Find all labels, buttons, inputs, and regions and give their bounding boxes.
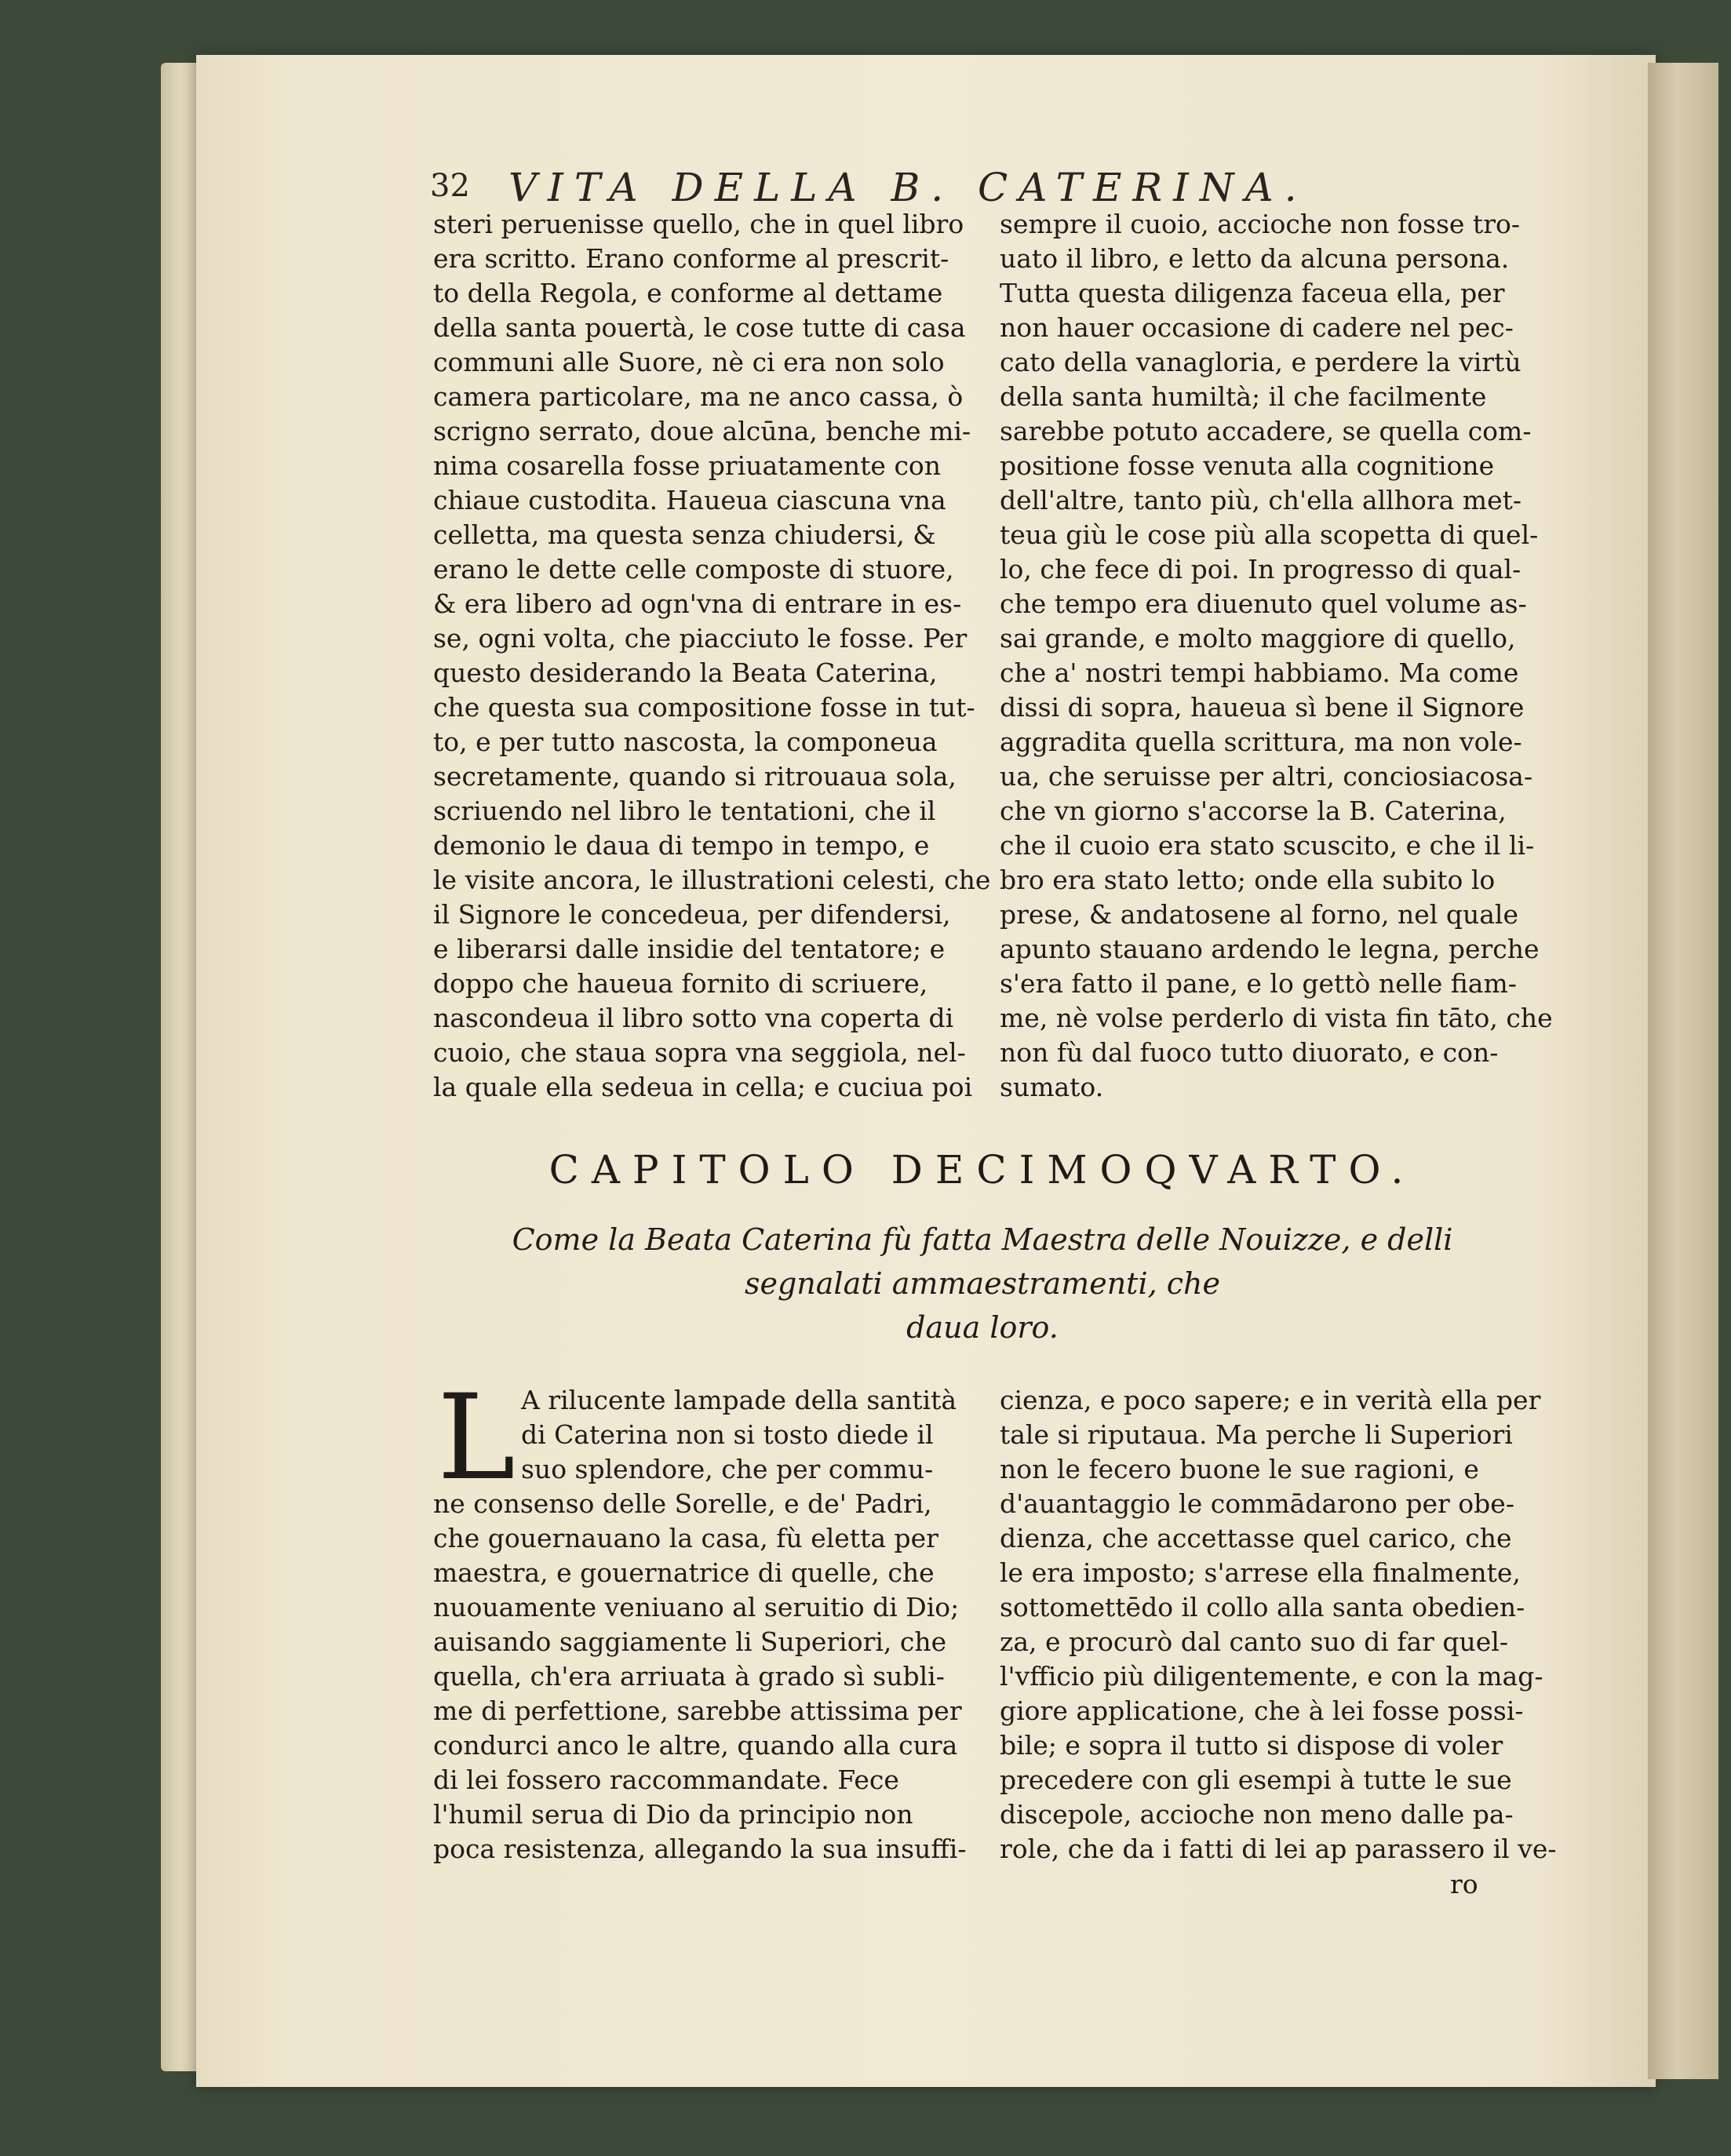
text-line: sai grande, e molto maggiore di quello, (1000, 623, 1516, 654)
text-column-top-left (433, 207, 991, 1105)
text-line: le visite ancora, le illustrationi celesti, che (433, 865, 991, 895)
text-line: che tempo era diuenuto quel volume as- (1000, 588, 1527, 619)
text-line: tale si riputaua. Ma perche li Superiori (1000, 1419, 1513, 1450)
text-line: scrigno serrato, doue alcūna, benche mi- (433, 416, 971, 446)
chapter-subtitle (433, 1218, 1532, 1349)
text-line: la quale ella sedeua in cella; e cuciua poi (433, 1072, 973, 1102)
text-line: nima cosarella fosse priuatamente con (433, 450, 942, 481)
text-line: celletta, ma questa senza chiudersi, & (433, 519, 936, 550)
page-number: 32 (430, 168, 470, 204)
chapter-subtitle-line: Come la Beata Caterina fù fatta Maestra delle Nouizze, e delli (512, 1222, 1453, 1257)
text-line: prese, & andatosene al forno, nel quale (1000, 899, 1518, 930)
text-line: lo, che fece di poi. In progresso di qual- (1000, 554, 1521, 585)
text-line: poca resistenza, allegando la sua insuffi- (433, 1834, 967, 1864)
text-line: erano le dette celle composte di stuore, (433, 554, 954, 585)
text-line: condurci anco le altre, quando alla cura (433, 1730, 958, 1761)
text-line: dienza, che accettasse quel carico, che (1000, 1523, 1512, 1553)
text-line: l'humil serua di Dio da principio non (433, 1799, 913, 1830)
text-line: apunto stauano ardendo le legna, perche (1000, 934, 1540, 964)
text-line: & era libero ad ogn'vna di entrare in es- (433, 588, 962, 619)
text-line: precedere con gli esempi à tutte le sue (1000, 1764, 1512, 1795)
text-line: aggradita quella scrittura, ma non vole- (1000, 727, 1522, 757)
text-line: communi alle Suore, nè ci era non solo (433, 347, 945, 377)
text-line: sempre il cuoio, accioche non fosse tro- (1000, 209, 1520, 239)
text-line: dell'altre, tanto più, ch'ella allhora met- (1000, 485, 1522, 515)
book-spine (1648, 63, 1718, 2079)
text-line: demonio le daua di tempo in tempo, e (433, 830, 930, 861)
text-line: e liberarsi dalle insidie del tentatore; e (433, 934, 946, 964)
text-line: to della Regola, e conforme al dettame (433, 278, 943, 308)
text-line: che a' nostri tempi habbiamo. Ma come (1000, 657, 1519, 688)
text-line: non fù dal fuoco tutto diuorato, e con- (1000, 1037, 1499, 1068)
text-line: ne consenso delle Sorelle, e de' Padri, (433, 1488, 932, 1519)
text-line: to, e per tutto nascosta, la componeua (433, 727, 938, 757)
text-line: discepole, accioche non meno dalle pa- (1000, 1799, 1514, 1830)
text-line: positione fosse venuta alla cognitione (1000, 450, 1495, 481)
text-line: nuouamente veniuano al seruitio di Dio; (433, 1592, 960, 1622)
text-line: doppo che haueua fornito di scriuere, (433, 968, 928, 999)
text-line: cienza, e poco sapere; e in verità ella per (1000, 1385, 1541, 1415)
drop-capital: L (437, 1370, 516, 1506)
text-line: steri peruenisse quello, che in quel libro (433, 209, 964, 239)
text-line: teua giù le cose più alla scopetta di quel- (1000, 519, 1539, 550)
text-line: s'era fatto il pane, e lo gettò nelle fiam- (1000, 968, 1517, 999)
text-line: za, e procurò dal canto suo di far quel- (1000, 1626, 1509, 1657)
text-line: d'auantaggio le commādarono per obe- (1000, 1488, 1514, 1519)
chapter-subtitle-line: segnalati ammaestramenti, che (744, 1266, 1221, 1301)
text-line: role, che da i fatti di lei ap parassero il ve- (1000, 1834, 1557, 1864)
text-line: sumato. (1000, 1072, 1104, 1102)
text-line: auisando saggiamente li Superiori, che (433, 1626, 947, 1657)
text-line: bro era stato letto; onde ella subito lo (1000, 865, 1496, 895)
text-line: chiaue custodita. Haueua ciascuna vna (433, 485, 946, 515)
text-line: della santa humiltà; il che facilmente (1000, 381, 1487, 412)
text-line: che vn giorno s'accorse la B. Caterina, (1000, 796, 1507, 826)
text-line: maestra, e gouernatrice di quelle, che (433, 1557, 935, 1588)
text-line: A rilucente lampade della santità (521, 1385, 957, 1415)
text-line: di lei fossero raccommandate. Fece (433, 1764, 899, 1795)
text-line: quella, ch'era arriuata à grado sì subli- (433, 1661, 945, 1692)
text-line: non le fecero buone le sue ragioni, e (1000, 1454, 1479, 1484)
text-line: di Caterina non si tosto diede il (521, 1419, 934, 1450)
text-line: suo splendore, che per commu- (521, 1454, 934, 1484)
text-line: l'vfficio più diligentemente, e con la mag- (1000, 1661, 1543, 1692)
chapter-title: CAPITOLO DECIMOQVARTO. (548, 1147, 1416, 1193)
text-line: camera particolare, ma ne anco cassa, ò (433, 381, 964, 412)
running-title: VITA DELLA B. CATERINA. (508, 165, 1308, 210)
text-line: scriuendo nel libro le tentationi, che il (433, 796, 936, 826)
text-line: della santa pouertà, le cose tutte di casa (433, 312, 966, 343)
text-line: sarebbe potuto accadere, se quella com- (1000, 416, 1532, 446)
text-line: me, nè volse perderlo di vista fin tāto, che (1000, 1003, 1553, 1033)
text-line: dissi di sopra, haueua sì bene il Signore (1000, 692, 1525, 723)
chapter-subtitle-line: daua loro. (906, 1310, 1059, 1345)
text-line: il Signore le concedeua, per difendersi, (433, 899, 951, 930)
text-line: Tutta questa diligenza faceua ella, per (1000, 278, 1505, 308)
text-line: secretamente, quando si ritrouaua sola, (433, 761, 957, 792)
text-line: giore applicatione, che à lei fosse possi- (1000, 1695, 1524, 1726)
text-line: cuoio, che staua sopra vna seggiola, nel- (433, 1037, 966, 1068)
text-line: nascondeua il libro sotto vna coperta di (433, 1003, 954, 1033)
text-column-bottom-right (1000, 1383, 1557, 1866)
text-column-top-right (1000, 207, 1553, 1105)
text-line: che il cuoio era stato scuscito, e che il li- (1000, 830, 1535, 861)
text-line: sottomettēdo il collo alla santa obedien- (1000, 1592, 1525, 1622)
text-line: uato il libro, e letto da alcuna persona. (1000, 243, 1510, 274)
text-line: se, ogni volta, che piacciuto le fosse. Per (433, 623, 968, 654)
text-line: non hauer occasione di cadere nel pec- (1000, 312, 1514, 343)
text-column-bottom-left (433, 1370, 975, 1866)
text-line: che questa sua compositione fosse in tut- (433, 692, 975, 723)
text-line: era scritto. Erano conforme al prescrit- (433, 243, 949, 274)
catchword: ro (1450, 1869, 1478, 1899)
text-line: ua, che seruisse per altri, conciosiacosa- (1000, 761, 1533, 792)
text-line: cato della vanagloria, e perdere la virtù (1000, 347, 1521, 377)
text-line: questo desiderando la Beata Caterina, (433, 657, 938, 688)
text-line: che gouernauano la casa, fù eletta per (433, 1523, 938, 1553)
text-line: le era imposto; s'arrese ella finalmente, (1000, 1557, 1521, 1588)
text-line: me di perfettione, sarebbe attissima per (433, 1695, 962, 1726)
text-line: bile; e sopra il tutto si dispose di voler (1000, 1730, 1503, 1761)
